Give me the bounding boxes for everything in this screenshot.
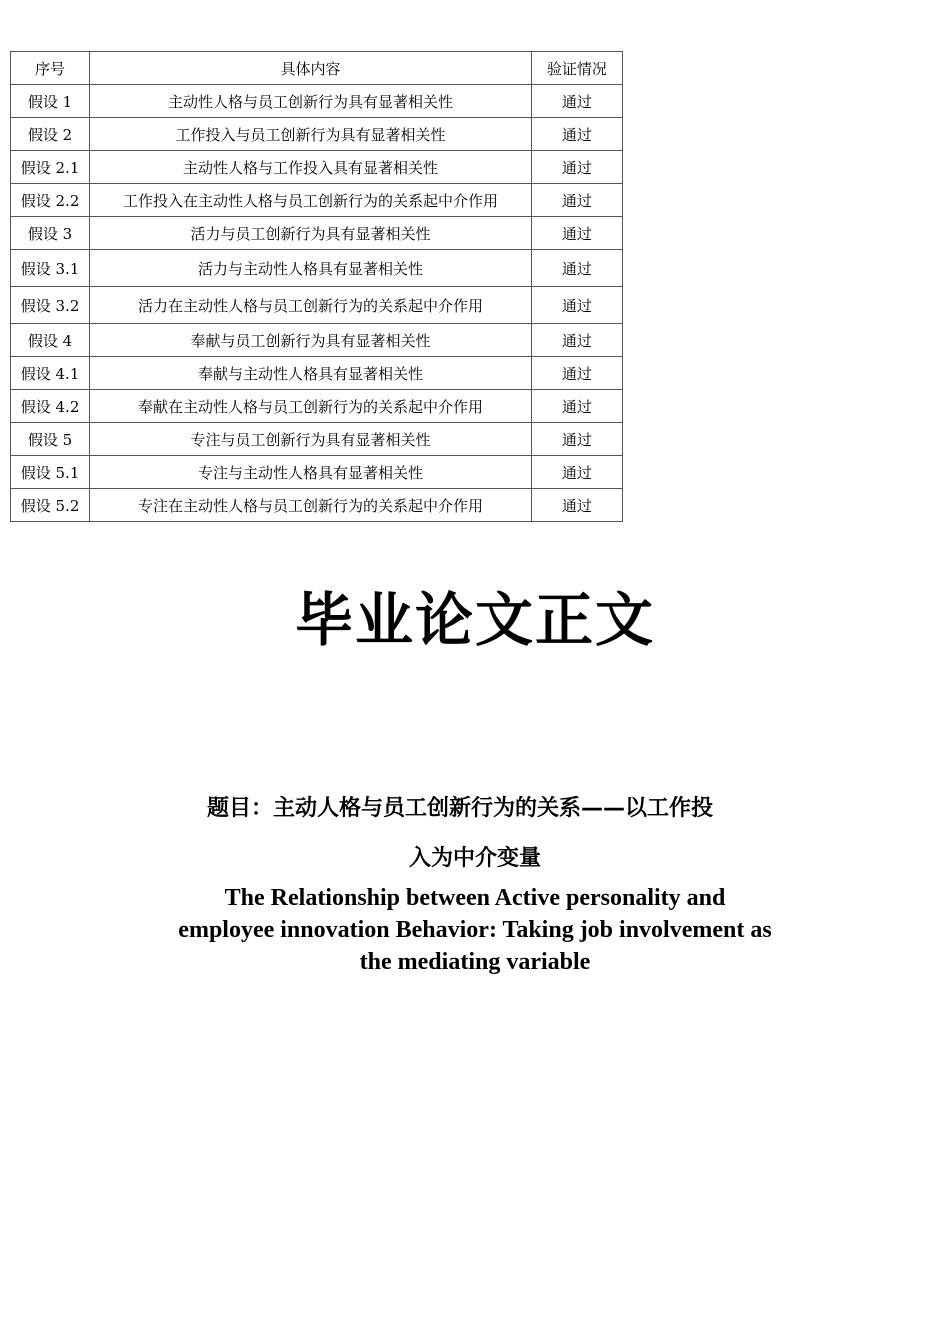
- hypothesis-content: 主动性人格与工作投入具有显著相关性: [90, 151, 532, 184]
- hypothesis-content: 奉献在主动性人格与员工创新行为的关系起中介作用: [90, 390, 532, 423]
- hypothesis-status: 通过: [531, 357, 622, 390]
- hypothesis-content: 活力在主动性人格与员工创新行为的关系起中介作用: [90, 287, 532, 324]
- hypothesis-number: 假设 2.1: [11, 151, 90, 184]
- table-row: [11, 250, 623, 287]
- hypothesis-status: 通过: [531, 184, 622, 217]
- hypothesis-number: 假设 2: [11, 118, 90, 151]
- table-row: [11, 217, 623, 250]
- hypothesis-number: 假设 2.2: [11, 184, 90, 217]
- hypothesis-number: 假设 3: [11, 217, 90, 250]
- hypothesis-status: 通过: [531, 287, 622, 324]
- hypothesis-number: 假设 4.1: [11, 357, 90, 390]
- hypothesis-content: 工作投入与员工创新行为具有显著相关性: [90, 118, 532, 151]
- table-row: [11, 118, 623, 151]
- title-chinese-line-1: 题目：主动人格与员工创新行为的关系——以工作投: [207, 796, 714, 821]
- title-chinese-line-2: 入为中介变量: [408, 846, 541, 871]
- hypothesis-status: 通过: [531, 489, 622, 522]
- hypothesis-content: 奉献与主动性人格具有显著相关性: [90, 357, 532, 390]
- hypothesis-number: 假设 1: [11, 85, 90, 118]
- hypothesis-status: 通过: [531, 423, 622, 456]
- hypothesis-number: 假设 4.2: [11, 390, 90, 423]
- document-heading: 毕业论文正文: [294, 586, 655, 654]
- hypothesis-content: 活力与员工创新行为具有显著相关性: [90, 217, 532, 250]
- hypothesis-content: 专注与员工创新行为具有显著相关性: [90, 423, 532, 456]
- hypothesis-number: 假设 3.1: [11, 250, 90, 287]
- hypothesis-content: 主动性人格与员工创新行为具有显著相关性: [90, 85, 532, 118]
- title-english-line-3: the mediating variable: [359, 949, 591, 975]
- table-row: [11, 324, 623, 357]
- hypothesis-content: 专注与主动性人格具有显著相关性: [90, 456, 532, 489]
- hypothesis-status: 通过: [531, 250, 622, 287]
- hypothesis-number: 假设 5: [11, 423, 90, 456]
- table-row: [11, 85, 623, 118]
- table-row: [11, 287, 623, 324]
- title-english-line-1: The Relationship between Active personality and: [224, 885, 726, 911]
- hypothesis-content: 专注在主动性人格与员工创新行为的关系起中介作用: [90, 489, 532, 522]
- hypothesis-number: 假设 5.1: [11, 456, 90, 489]
- table-row: [11, 489, 623, 522]
- table-row: [11, 151, 623, 184]
- hypothesis-status: 通过: [531, 151, 622, 184]
- hypothesis-status: 通过: [531, 85, 622, 118]
- hypothesis-status: 通过: [531, 390, 622, 423]
- table-row: [11, 456, 623, 489]
- hypothesis-table: [10, 51, 623, 522]
- table-row: [11, 184, 623, 217]
- hypothesis-content: 奉献与员工创新行为具有显著相关性: [90, 324, 532, 357]
- header-status: 验证情况: [531, 52, 622, 85]
- hypothesis-number: 假设 5.2: [11, 489, 90, 522]
- hypothesis-status: 通过: [531, 217, 622, 250]
- hypothesis-number: 假设 4: [11, 324, 90, 357]
- table-header-row: [11, 52, 623, 85]
- title-english: [150, 882, 800, 978]
- table-row: [11, 357, 623, 390]
- header-content: 具体内容: [90, 52, 532, 85]
- hypothesis-content: 活力与主动性人格具有显著相关性: [90, 250, 532, 287]
- hypothesis-number: 假设 3.2: [11, 287, 90, 324]
- hypothesis-status: 通过: [531, 118, 622, 151]
- table-row: [11, 423, 623, 456]
- hypothesis-status: 通过: [531, 456, 622, 489]
- hypothesis-status: 通过: [531, 324, 622, 357]
- header-number: 序号: [11, 52, 90, 85]
- title-english-line-2: employee innovation Behavior: Taking job involvement as: [178, 917, 772, 943]
- hypothesis-content: 工作投入在主动性人格与员工创新行为的关系起中介作用: [90, 184, 532, 217]
- table-row: [11, 390, 623, 423]
